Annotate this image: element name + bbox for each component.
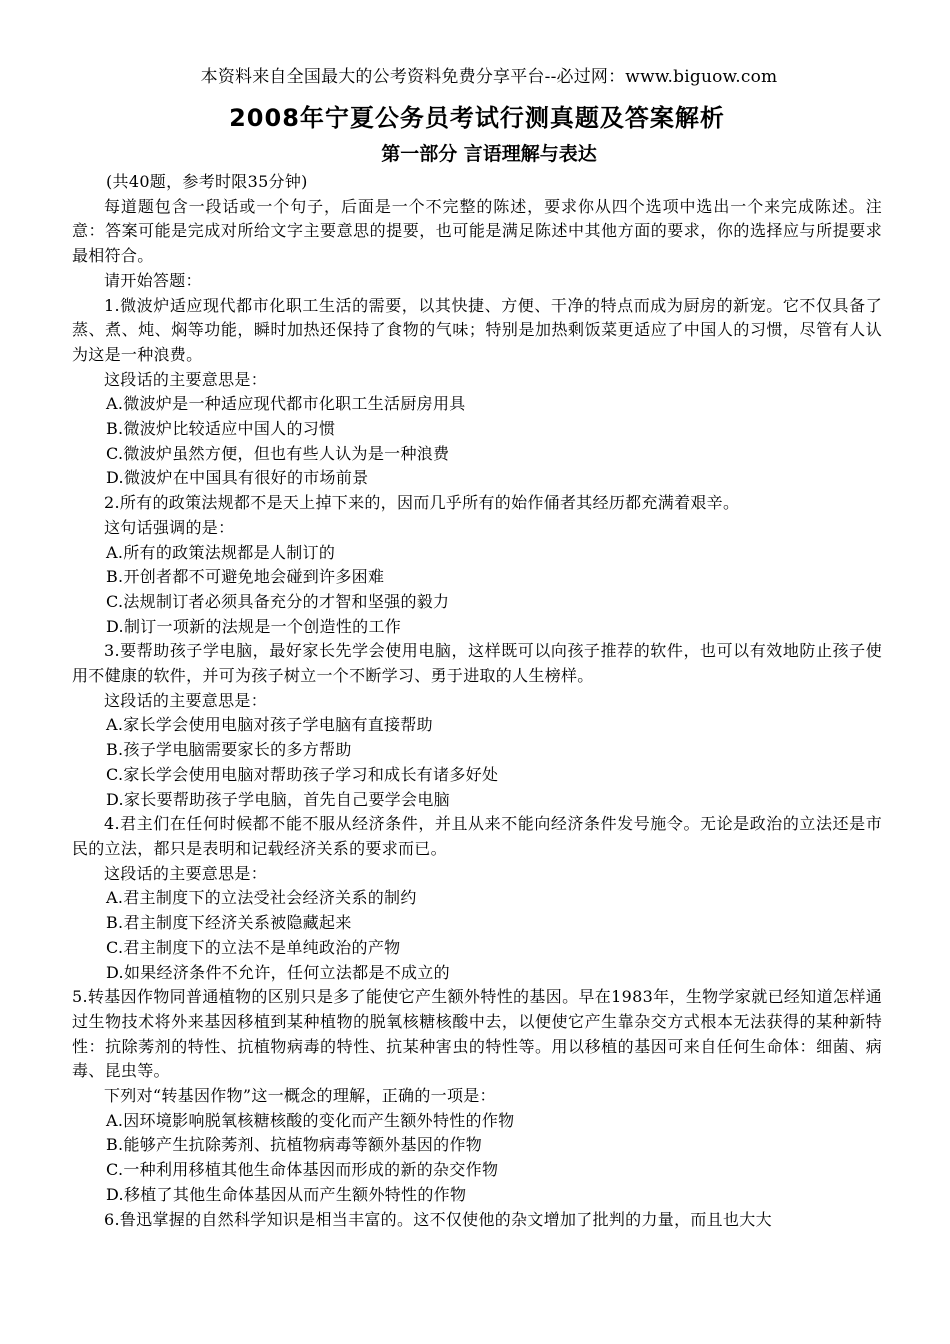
start-prompt: 请开始答题： xyxy=(104,270,202,290)
question-5-prompt: 下列对“转基因作物”这一概念的理解，正确的一项是： xyxy=(104,1086,496,1106)
question-3-option-d: D.家长要帮助孩子学电脑，首先自己要学会电脑 xyxy=(106,789,450,809)
question-5-option-a: A.因环境影响脱氧核糖核酸的变化而产生额外特性的作物 xyxy=(106,1110,515,1130)
question-2-option-b: B.开创者都不可避免地会碰到许多困难 xyxy=(106,567,385,587)
question-4-prompt: 这段话的主要意思是： xyxy=(104,863,268,883)
question-5-option-d: D.移植了其他生命体基因从而产生额外特性的作物 xyxy=(106,1184,467,1204)
question-4-option-c: C.君主制度下的立法不是单纯政治的产物 xyxy=(106,937,401,957)
question-2-option-c: C.法规制订者必须具备充分的才智和坚强的毅力 xyxy=(106,591,450,611)
question-1-option-c: C.微波炉虽然方便，但也有些人认为是一种浪费 xyxy=(106,443,450,463)
question-2-stem: 2.所有的政策法规都不是天上掉下来的，因而几乎所有的始作俑者其经历都充满着艰辛。 xyxy=(104,493,740,513)
question-4-stem: 4.君主们在任何时候都不能不服从经济条件，并且从来不能向经济条件发号施令。无论是政治的立法还是市民的立法，都只是表明和记载经济关系的要求而已。 xyxy=(72,814,882,858)
question-4-option-a: A.君主制度下的立法受社会经济关系的制约 xyxy=(106,888,417,908)
question-4-option-b: B.君主制度下经济关系被隐藏起来 xyxy=(106,913,352,933)
question-3-stem: 3.要帮助孩子学电脑，最好家长先学会使用电脑，这样既可以向孩子推荐的软件，也可以有效地防止孩子使用不健康的软件，并可为孩子树立一个不断学习、勇于进取的人生榜样。 xyxy=(72,641,882,686)
question-1-option-a: A.微波炉是一种适应现代都市化职工生活厨房用具 xyxy=(106,394,466,414)
question-1-option-b: B.微波炉比较适应中国人的习惯 xyxy=(106,419,336,439)
question-5-stem: 5.转基因作物同普通植物的区别只是多了能使它产生额外特性的基因。早在1983年，生物学家就已经知道怎样通过生物技术将外来基因移植到某种植物的脱氧核糖核酸中去，以便使它产生靠杂交方式根本无法获得的某种新特性：抗除莠剂的特性、抗植物病毒的特性、抗某种害虫的特性等。用以移植的基因可来自任何生命体：细菌、病毒、昆虫等。 xyxy=(72,987,882,1081)
question-6-stem: 6.鲁迅掌握的自然科学知识是相当丰富的。这不仅使他的杂文增加了批判的力量，而且也大大 xyxy=(104,1209,772,1229)
question-1-stem: 1.微波炉适应现代都市化职工生活的需要，以其快捷、方便、干净的特点而成为厨房的新宠。它不仅具备了蒸、煮、炖、焖等功能，瞬时加热还保持了食物的气味；特别是加热剩饭菜更适应了中国人的习惯，尽管有人认为这是一种浪费。 xyxy=(72,295,882,364)
source-header: 本资料来自全国最大的公考资料免费分享平台--必过网：www.biguow.com xyxy=(200,67,778,87)
document-page xyxy=(72,62,882,1232)
question-5-option-c: C.一种利用移植其他生命体基因而形成的新的杂交作物 xyxy=(106,1160,499,1180)
time-note: (共40题，参考时限35分钟) xyxy=(106,172,308,191)
question-3-option-b: B.孩子学电脑需要家长的多方帮助 xyxy=(106,740,352,760)
question-3-prompt: 这段话的主要意思是： xyxy=(104,690,268,710)
question-4-option-d: D.如果经济条件不允许，任何立法都是不成立的 xyxy=(106,962,450,982)
document-body xyxy=(72,170,882,1232)
question-3-option-a: A.家长学会使用电脑对孩子学电脑有直接帮助 xyxy=(106,715,433,735)
question-2-option-d: D.制订一项新的法规是一个创造性的工作 xyxy=(106,616,402,636)
question-2-prompt: 这句话强调的是： xyxy=(104,517,235,537)
instructions: 每道题包含一段话或一个句子，后面是一个不完整的陈述，要求你从四个选项中选出一个来完成陈述。注意：答案可能是完成对所给文字主要意思的提要，也可能是满足陈述中其他方面的要求，你的选择应与所提要求最相符合。 xyxy=(72,196,882,266)
question-5-option-b: B.能够产生抗除莠剂、抗植物病毒等额外基因的作物 xyxy=(106,1135,483,1155)
question-2-option-a: A.所有的政策法规都是人制订的 xyxy=(106,542,336,562)
part-title: 第一部分 言语理解与表达 xyxy=(381,143,597,165)
document-title: 2008年宁夏公务员考试行测真题及答案解析 xyxy=(229,104,725,132)
question-3-option-c: C.家长学会使用电脑对帮助孩子学习和成长有诸多好处 xyxy=(106,764,499,784)
question-1-prompt: 这段话的主要意思是： xyxy=(104,369,268,389)
question-1-option-d: D.微波炉在中国具有很好的市场前景 xyxy=(106,468,369,488)
